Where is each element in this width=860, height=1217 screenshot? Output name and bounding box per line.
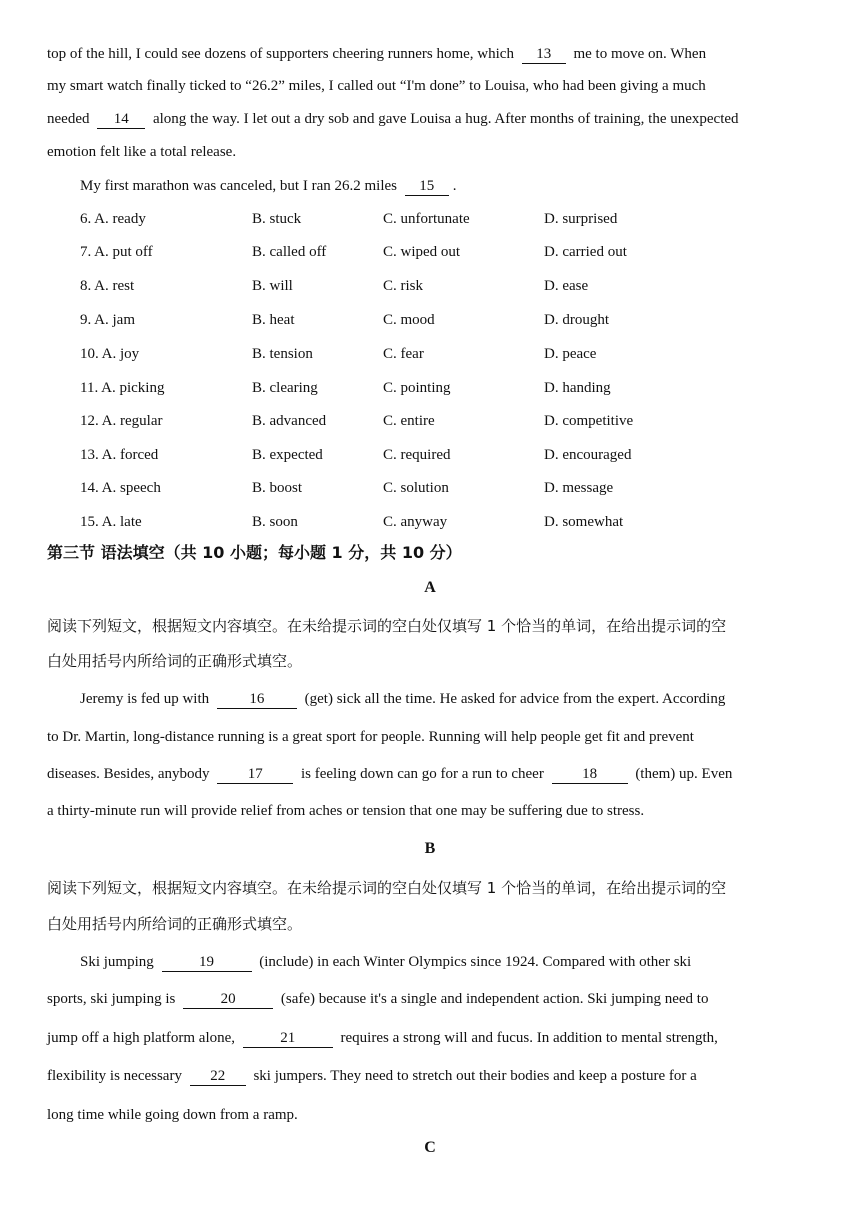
- passage-line: [47, 75, 706, 97]
- text: My first marathon was canceled, but I ran 26.2 miles: [80, 178, 397, 194]
- option-c: C. pointing: [383, 380, 451, 396]
- option-row: [80, 443, 780, 467]
- option-d: D. competitive: [544, 413, 634, 429]
- passage-a-line: [80, 688, 725, 710]
- option-b: B. heat: [252, 312, 295, 328]
- text: is feeling down can go for a run to cheer: [300, 766, 544, 782]
- blank-17: 17: [217, 765, 293, 784]
- passage-line: [47, 43, 706, 65]
- option-b: B. advanced: [252, 413, 327, 429]
- text: me to move on. When: [573, 46, 707, 62]
- option-row: [80, 342, 780, 366]
- part-a-label: A: [424, 579, 436, 596]
- option-a: 8. A. rest: [80, 278, 135, 294]
- option-b: B. tension: [252, 346, 313, 362]
- text: Ski jumping: [80, 954, 154, 970]
- blank-15: 15: [405, 177, 449, 196]
- option-a: 15. A. late: [80, 514, 142, 530]
- option-d: D. carried out: [544, 244, 627, 260]
- option-b: B. boost: [252, 480, 303, 496]
- option-row: [80, 510, 780, 534]
- option-b: B. soon: [252, 514, 298, 530]
- text: along the way. I let out a dry sob and gave Louisa a hug. After months of training, the unexpected: [152, 111, 739, 127]
- option-c: C. wiped out: [383, 244, 461, 260]
- blank-22: 22: [190, 1067, 246, 1086]
- text: (safe) because it's a single and independent action. Ski jumping need to: [280, 991, 709, 1007]
- passage-a-line: [47, 726, 694, 748]
- option-d: D. drought: [544, 312, 609, 328]
- option-c: C. risk: [383, 278, 424, 294]
- blank-13: 13: [522, 45, 566, 64]
- option-a: 7. A. put off: [80, 244, 153, 260]
- passage-a-line: [47, 800, 644, 822]
- option-a: 10. A. joy: [80, 346, 140, 362]
- blank-18: 18: [552, 765, 628, 784]
- option-row: [80, 274, 780, 298]
- text: Jeremy is fed up with: [80, 691, 210, 707]
- text: top of the hill, I could see dozens of supporters cheering runners home, which: [47, 46, 514, 62]
- option-row: [80, 240, 780, 264]
- option-b: B. stuck: [252, 211, 302, 227]
- option-c: C. solution: [383, 480, 449, 496]
- blank-19: 19: [162, 953, 252, 972]
- option-a: 14. A. speech: [80, 480, 161, 496]
- text: long time while going down from a ramp.: [47, 1107, 298, 1123]
- option-row: [80, 376, 780, 400]
- option-c: C. anyway: [383, 514, 448, 530]
- text: .: [452, 178, 457, 194]
- blank-21: 21: [243, 1029, 333, 1048]
- text: emotion felt like a total release.: [47, 144, 237, 160]
- passage-b-line: [47, 1027, 718, 1049]
- option-d: D. peace: [544, 346, 597, 362]
- section-title: 第三节 语法填空（共 10 小题；每小题 1 分，共 10 分）: [47, 543, 462, 562]
- part-b-label: B: [424, 840, 436, 857]
- instruction-line: 白处用括号内所给词的正确形式填空。: [47, 915, 303, 933]
- option-a: 11. A. picking: [80, 380, 165, 396]
- blank-20: 20: [183, 990, 273, 1009]
- option-c: C. mood: [383, 312, 435, 328]
- part-c-label: C: [424, 1139, 436, 1156]
- option-d: D. handing: [544, 380, 611, 396]
- option-d: D. encouraged: [544, 447, 632, 463]
- option-row: [80, 207, 780, 231]
- option-c: C. required: [383, 447, 451, 463]
- option-d: D. somewhat: [544, 514, 624, 530]
- option-a: 9. A. jam: [80, 312, 135, 328]
- text: a thirty-minute run will provide relief from aches or tension that one may be suffering due to stress.: [47, 803, 645, 819]
- instruction-line: 阅读下列短文，根据短文内容填空。在未给提示词的空白处仅填写 1 个恰当的单词，在给出提示词的空: [47, 879, 727, 897]
- passage-b-line: [80, 951, 691, 973]
- option-d: D. ease: [544, 278, 589, 294]
- passage-b-line: [47, 1104, 298, 1126]
- text: requires a strong will and fucus. In addition to mental strength,: [340, 1030, 718, 1046]
- option-b: B. expected: [252, 447, 323, 463]
- text: diseases. Besides, anybody: [47, 766, 210, 782]
- passage-line: [80, 175, 457, 197]
- option-c: C. fear: [383, 346, 424, 362]
- passage-line: [47, 141, 236, 163]
- text: ski jumpers. They need to stretch out their bodies and keep a posture for a: [253, 1068, 697, 1084]
- option-b: B. called off: [252, 244, 327, 260]
- text: jump off a high platform alone,: [47, 1030, 236, 1046]
- blank-14: 14: [97, 110, 145, 129]
- instruction-line: 白处用括号内所给词的正确形式填空。: [47, 652, 303, 670]
- passage-b-line: [47, 1065, 697, 1087]
- passage-a-line: [47, 763, 732, 785]
- text: to Dr. Martin, long-distance running is a great sport for people. Running will help people get fit and prevent: [47, 729, 694, 745]
- passage-b-line: [47, 988, 708, 1010]
- instruction-line: 阅读下列短文，根据短文内容填空。在未给提示词的空白处仅填写 1 个恰当的单词，在给出提示词的空: [47, 617, 727, 635]
- option-a: 13. A. forced: [80, 447, 159, 463]
- text: needed: [47, 111, 90, 127]
- option-b: B. will: [252, 278, 293, 294]
- option-row: [80, 409, 780, 433]
- option-d: D. surprised: [544, 211, 618, 227]
- text: (get) sick all the time. He asked for advice from the expert. According: [304, 691, 726, 707]
- option-b: B. clearing: [252, 380, 318, 396]
- option-c: C. entire: [383, 413, 435, 429]
- option-row: [80, 308, 780, 332]
- text: flexibility is necessary: [47, 1068, 182, 1084]
- option-a: 6. A. ready: [80, 211, 146, 227]
- text: (include) in each Winter Olympics since 1924. Compared with other ski: [259, 954, 692, 970]
- option-c: C. unfortunate: [383, 211, 470, 227]
- text: (them) up. Even: [635, 766, 733, 782]
- option-row: [80, 476, 780, 500]
- text: my smart watch finally ticked to “26.2” miles, I called out “I'm done” to Louisa, who had been giving a much: [47, 78, 706, 94]
- text: sports, ski jumping is: [47, 991, 176, 1007]
- option-d: D. message: [544, 480, 614, 496]
- passage-line: [47, 108, 739, 130]
- option-a: 12. A. regular: [80, 413, 163, 429]
- blank-16: 16: [217, 690, 297, 709]
